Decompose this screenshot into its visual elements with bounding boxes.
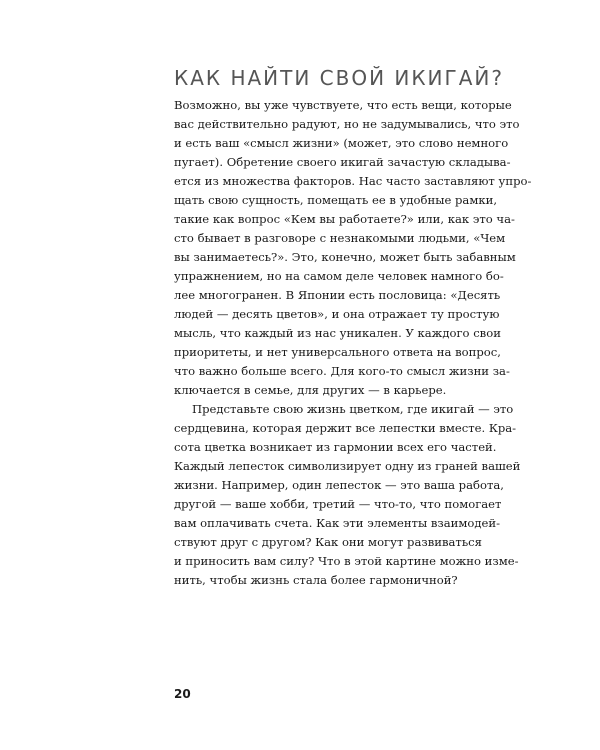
text-line: мысль, что каждый из нас уникален. У каждого свои: [174, 326, 501, 340]
text-line: жизни. Например, один лепесток — это ваша работа,: [174, 478, 504, 492]
body-text: [174, 96, 532, 590]
text-line: ключается в семье, для других — в карьере.: [174, 383, 447, 397]
paragraph-2: [174, 400, 521, 590]
text-line: людей — десять цветов», и она отражает ту простую: [174, 307, 500, 321]
text-line: вам оплачивать счета. Как эти элементы взаимодей-: [174, 516, 501, 530]
text-line: упражнением, но на самом деле человек намного бо-: [174, 269, 504, 283]
text-line: сота цветка возникает из гармонии всех его частей.: [174, 440, 497, 454]
page-number: 20: [174, 687, 191, 701]
text-line: сто бывает в разговоре с незнакомыми людьми, «Чем: [174, 231, 506, 245]
text-line: и есть ваш «смысл жизни» (может, это слово немного: [174, 136, 509, 150]
page-title: КАК НАЙТИ СВОЙ ИКИГАЙ?: [174, 66, 504, 90]
text-line: лее многогранен. В Японии есть пословица: «Десять: [174, 288, 501, 302]
text-line: и приносить вам силу? Что в этой картине можно изме-: [174, 554, 519, 568]
text-line: нить, чтобы жизнь стала более гармоничной?: [174, 573, 458, 587]
text-line: такие как вопрос «Кем вы работаете?» или, как это ча-: [174, 212, 515, 226]
text-line: Представьте свою жизнь цветком, где икигай — это: [192, 402, 514, 416]
text-line: другой — ваше хобби, третий — что-то, что помогает: [174, 497, 502, 511]
text-line: приоритеты, и нет универсального ответа на вопрос,: [174, 345, 501, 359]
text-line: Возможно, вы уже чувствуете, что есть вещи, которые: [174, 98, 512, 112]
text-line: пугает). Обретение своего икигай зачастую складыва-: [174, 155, 511, 169]
paragraph-1: [174, 96, 532, 400]
text-line: Каждый лепесток символизирует одну из граней вашей: [174, 459, 521, 473]
text-line: щать свою сущность, помещать ее в удобные рамки,: [174, 193, 498, 207]
text-line: ется из множества факторов. Нас часто заставляют упро-: [174, 174, 532, 188]
text-line: сердцевина, которая держит все лепестки вместе. Кра-: [174, 421, 517, 435]
text-line: ствуют друг с другом? Как они могут развиваться: [174, 535, 482, 549]
text-line: что важно больше всего. Для кого-то смысл жизни за-: [174, 364, 510, 378]
text-line: вас действительно радуют, но не задумывались, что это: [174, 117, 520, 131]
text-line: вы занимаетесь?». Это, конечно, может быть забавным: [174, 250, 516, 264]
